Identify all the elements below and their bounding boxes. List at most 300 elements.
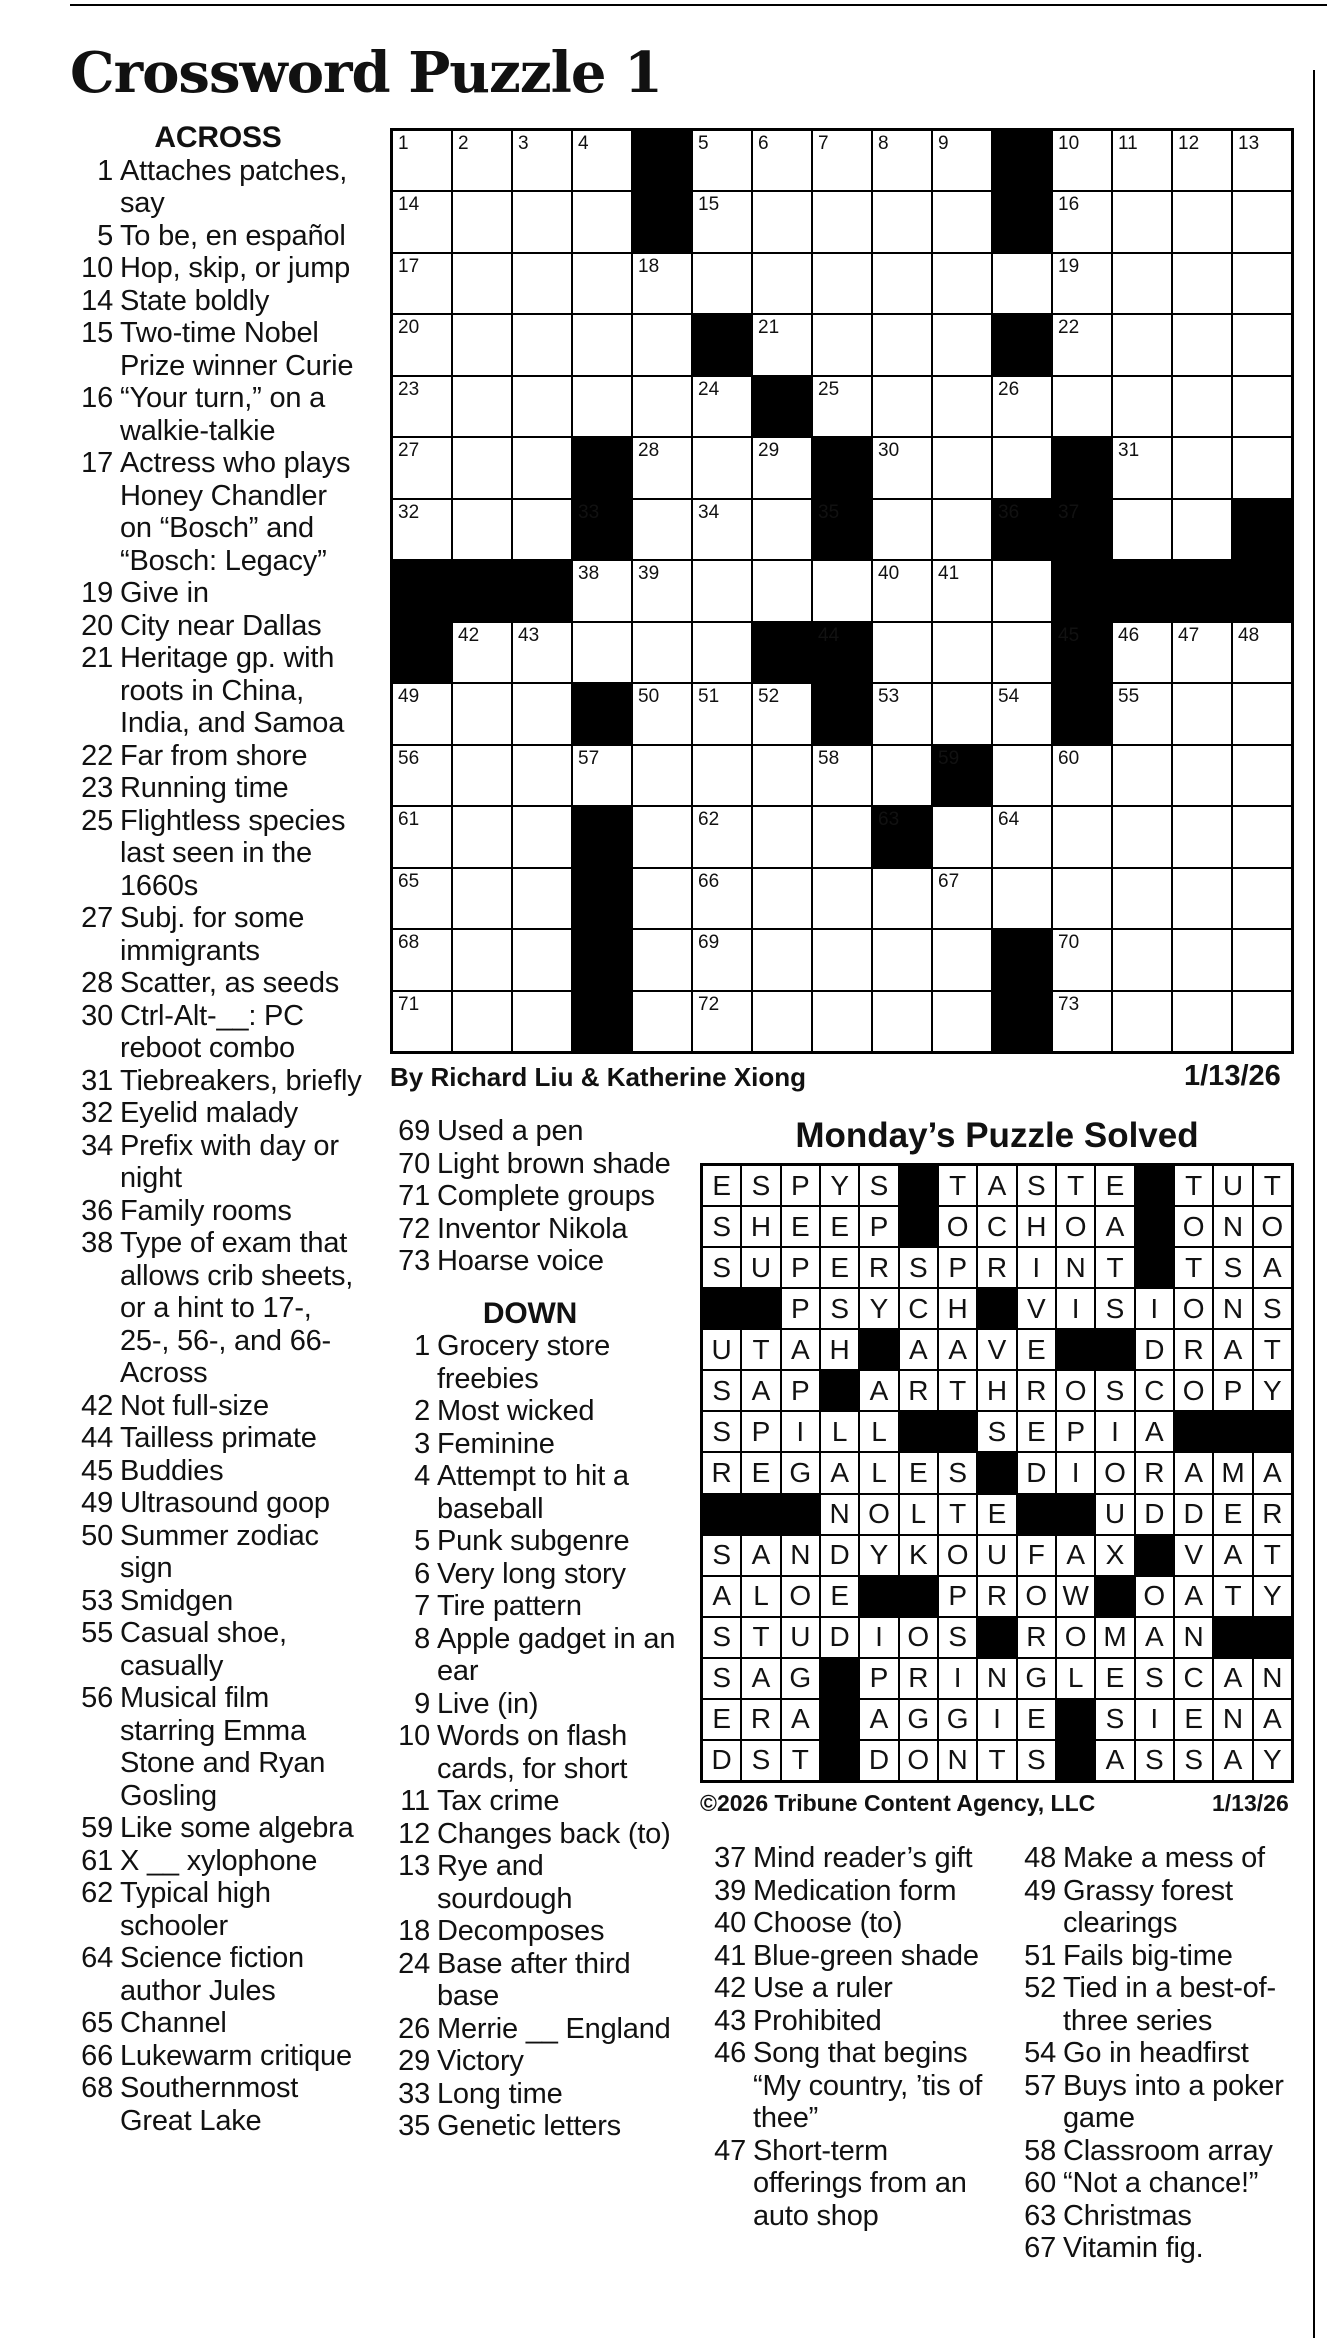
solved-cell: S	[1096, 1289, 1133, 1328]
clue-text: Give in	[120, 577, 209, 609]
solved-cell: E	[978, 1495, 1015, 1534]
black-square	[393, 623, 451, 682]
grid-cell	[813, 131, 871, 190]
clue-number: 49	[81, 1487, 113, 1519]
cell-number: 55	[1118, 686, 1140, 708]
solved-cell: O	[939, 1207, 976, 1246]
grid-cell	[633, 315, 691, 374]
solved-cell: A	[1175, 1453, 1212, 1492]
clue-number: 27	[81, 902, 113, 934]
grid-cell	[993, 561, 1051, 620]
clue-text: Grocery store freebies	[437, 1330, 611, 1395]
cell-number: 59	[938, 747, 960, 769]
clue-number: 45	[81, 1454, 113, 1487]
solved-cell: M	[1214, 1453, 1251, 1492]
cell-number: 67	[938, 870, 960, 892]
cell-number: 42	[458, 624, 480, 646]
clue-item	[70, 382, 366, 447]
grid-cell	[873, 930, 931, 989]
clue-item	[1006, 1875, 1306, 1940]
solved-cell: D	[1175, 1495, 1212, 1534]
clue-item	[1006, 2037, 1306, 2070]
clue-number: 18	[398, 1915, 430, 1947]
black-square	[821, 1659, 858, 1698]
clue-number: 69	[398, 1115, 430, 1147]
clue-number: 52	[1024, 1972, 1056, 2004]
solved-cell: L	[742, 1577, 779, 1616]
grid-cell	[693, 684, 751, 743]
solved-cell: N	[821, 1495, 858, 1534]
clue-text: To be, en español	[120, 219, 346, 252]
clue-number: 5	[97, 219, 113, 252]
clue-item	[1006, 2232, 1306, 2265]
clue-item	[380, 1460, 680, 1525]
cell-number: 58	[818, 747, 840, 769]
across-heading: ACROSS	[154, 121, 282, 154]
clue-item	[696, 1875, 996, 1908]
clue-number: 54	[1024, 2037, 1056, 2069]
clue-text: Christmas	[1063, 2199, 1192, 2232]
clue-text: Decomposes	[437, 1915, 605, 1947]
grid-cell	[813, 930, 871, 989]
solved-cell: D	[860, 1741, 897, 1780]
clue-number: 10	[398, 1720, 430, 1752]
solved-cell: H	[1018, 1207, 1055, 1246]
black-square	[993, 500, 1051, 559]
cell-number: 40	[878, 563, 900, 585]
clue-number: 72	[398, 1212, 430, 1245]
solved-cell: D	[1136, 1495, 1173, 1534]
grid-cell	[813, 992, 871, 1051]
black-square	[1113, 561, 1171, 620]
clue-item	[70, 220, 366, 253]
clue-item	[380, 1395, 680, 1428]
clue-text: Eyelid malady	[120, 1097, 298, 1129]
solved-cell: S	[703, 1371, 740, 1410]
grid-cell	[393, 438, 451, 497]
solved-cell: I	[1096, 1412, 1133, 1451]
solved-cell: T	[1175, 1248, 1212, 1287]
grid-cell	[513, 377, 571, 436]
solved-cell: R	[1175, 1330, 1212, 1369]
cell-number: 60	[1058, 747, 1080, 769]
clue-text: Blue-green shade	[753, 1939, 979, 1972]
cell-number: 72	[698, 993, 720, 1015]
clue-text: Long time	[437, 2077, 563, 2110]
solved-cell: N	[1214, 1289, 1251, 1328]
grid-cell	[573, 315, 631, 374]
black-square	[1057, 1700, 1094, 1739]
solved-cell: O	[1175, 1289, 1212, 1328]
grid-cell	[1233, 992, 1291, 1051]
black-square	[453, 561, 511, 620]
clue-item	[1006, 2167, 1306, 2200]
solved-cell: L	[860, 1453, 897, 1492]
cell-number: 73	[1058, 993, 1080, 1015]
grid-cell	[1173, 377, 1231, 436]
solved-cell: S	[978, 1412, 1015, 1451]
clue-item	[70, 2007, 366, 2040]
solved-cell: I	[1136, 1289, 1173, 1328]
solved-cell: H	[939, 1289, 976, 1328]
clue-number: 68	[81, 2072, 113, 2104]
clue-item	[696, 1972, 996, 2005]
solved-cell: P	[782, 1289, 819, 1328]
clue-item	[380, 2110, 680, 2143]
grid-cell	[573, 254, 631, 313]
solved-cell: G	[939, 1700, 976, 1739]
solved-date: 1/13/26	[1212, 1790, 1289, 1816]
grid-cell	[1173, 254, 1231, 313]
grid-cell	[393, 377, 451, 436]
grid-cell	[693, 192, 751, 251]
grid-cell	[813, 315, 871, 374]
grid-cell	[1173, 500, 1231, 559]
cell-number: 18	[638, 255, 660, 277]
clue-text: Smidgen	[120, 1584, 234, 1617]
grid-cell	[513, 684, 571, 743]
page-title: Crossword Puzzle 1	[70, 40, 662, 106]
clue-text: Medication form	[753, 1874, 957, 1907]
grid-cell	[693, 807, 751, 866]
grid-cell	[393, 746, 451, 805]
black-square	[753, 623, 811, 682]
clue-number: 1	[414, 1330, 430, 1362]
grid-cell	[753, 930, 811, 989]
grid-cell	[1113, 377, 1171, 436]
solved-cell: A	[1214, 1330, 1251, 1369]
clue-item	[70, 1812, 366, 1845]
solved-cell: P	[939, 1248, 976, 1287]
black-square	[993, 192, 1051, 251]
cell-number: 32	[398, 501, 420, 523]
cell-number: 62	[698, 809, 720, 831]
clue-text: Flightless species last seen in the 1660s	[120, 804, 346, 902]
black-square	[813, 623, 871, 682]
solved-cell: S	[703, 1659, 740, 1698]
solved-cell: P	[860, 1659, 897, 1698]
cell-number: 23	[398, 378, 420, 400]
solved-cell: N	[1214, 1207, 1251, 1246]
clue-item	[70, 1097, 366, 1130]
cell-number: 56	[398, 747, 420, 769]
black-square	[1136, 1536, 1173, 1575]
grid-cell	[933, 684, 991, 743]
cell-number: 53	[878, 686, 900, 708]
black-square	[513, 561, 571, 620]
black-square	[978, 1289, 1015, 1328]
clue-item	[380, 1688, 680, 1721]
grid-cell	[1173, 131, 1231, 190]
clue-item	[380, 1948, 680, 2013]
clue-number: 60	[1024, 2167, 1056, 2199]
black-square	[1018, 1495, 1055, 1534]
clue-number: 64	[81, 1942, 113, 1974]
solved-cell: S	[1214, 1248, 1251, 1287]
solved-cell: G	[900, 1700, 937, 1739]
grid-cell	[693, 869, 751, 928]
clue-text: Buddies	[120, 1454, 224, 1487]
clue-number: 51	[1024, 1939, 1056, 1972]
clue-number: 39	[714, 1874, 746, 1907]
solved-cell: C	[978, 1207, 1015, 1246]
clue-number: 25	[81, 804, 113, 837]
grid-cell	[933, 623, 991, 682]
clue-item	[380, 1525, 680, 1558]
clue-item	[70, 805, 366, 903]
black-square	[860, 1577, 897, 1616]
solved-cell: A	[1214, 1741, 1251, 1780]
clue-number: 23	[81, 772, 113, 804]
solved-cell: H	[742, 1207, 779, 1246]
solved-cell: A	[742, 1659, 779, 1698]
clue-text: “Your turn,” on a walkie-talkie	[120, 382, 326, 447]
cell-number: 51	[698, 686, 720, 708]
black-square	[813, 500, 871, 559]
black-square	[573, 438, 631, 497]
clue-item	[380, 2013, 680, 2046]
clue-text: Song that begins “My country, ’tis of thee”	[753, 2037, 983, 2134]
clue-text: Tire pattern	[437, 1590, 582, 1622]
solved-cell: A	[782, 1700, 819, 1739]
cell-number: 17	[398, 255, 420, 277]
black-square	[900, 1577, 937, 1616]
grid-cell	[393, 500, 451, 559]
grid-cell	[393, 807, 451, 866]
grid-cell	[813, 377, 871, 436]
solved-cell: E	[782, 1207, 819, 1246]
grid-cell	[933, 377, 991, 436]
black-square	[873, 807, 931, 866]
black-square	[693, 315, 751, 374]
cell-number: 65	[398, 870, 420, 892]
grid-cell	[513, 992, 571, 1051]
clue-text: Hop, skip, or jump	[120, 252, 351, 284]
grid-cell	[1053, 131, 1111, 190]
grid-cell	[1233, 807, 1291, 866]
solved-cell: R	[900, 1371, 937, 1410]
grid-cell	[873, 315, 931, 374]
grid-cell	[813, 254, 871, 313]
grid-cell	[633, 869, 691, 928]
solved-cell: R	[1018, 1618, 1055, 1657]
solved-cell: A	[703, 1577, 740, 1616]
clue-item	[1006, 2200, 1306, 2233]
black-square	[1136, 1207, 1173, 1246]
solved-cell: E	[1018, 1700, 1055, 1739]
grid-cell	[1173, 869, 1231, 928]
cell-number: 16	[1058, 194, 1080, 216]
grid-cell	[1053, 192, 1111, 251]
grid-cell	[993, 684, 1051, 743]
clue-item	[70, 902, 366, 967]
clue-text: Choose (to)	[753, 1907, 903, 1939]
clue-item	[70, 1682, 366, 1812]
cell-number: 9	[938, 133, 949, 154]
grid-cell	[1173, 623, 1231, 682]
clue-text: Apple gadget in an ear	[437, 1622, 676, 1687]
solved-title: Monday’s Puzzle Solved	[795, 1116, 1199, 1155]
black-square	[1214, 1618, 1251, 1657]
clue-number: 33	[398, 2077, 430, 2110]
grid-cell	[753, 254, 811, 313]
clue-text: Changes back (to)	[437, 1817, 671, 1850]
clue-item	[1006, 2135, 1306, 2168]
clue-number: 56	[81, 1682, 113, 1714]
solved-cell: R	[703, 1453, 740, 1492]
solved-cell: T	[1175, 1166, 1212, 1205]
grid-cell	[753, 500, 811, 559]
cell-number: 19	[1058, 255, 1080, 277]
clue-text: Type of exam that allows crib sheets, or a hint to 17-, 25-, 56-, and 66-Across	[120, 1227, 354, 1389]
solved-grid	[700, 1163, 1294, 1783]
cell-number: 14	[398, 194, 420, 216]
clue-text: Genetic letters	[437, 2110, 621, 2142]
clue-number: 44	[81, 1422, 113, 1454]
black-square	[633, 192, 691, 251]
grid-cell	[453, 438, 511, 497]
clue-item	[696, 2037, 996, 2135]
grid-cell	[1113, 131, 1171, 190]
clue-item	[70, 1877, 366, 1942]
clue-number: 6	[414, 1557, 430, 1590]
black-square	[573, 807, 631, 866]
clue-number: 31	[81, 1064, 113, 1097]
clue-item	[380, 1180, 680, 1213]
grid-cell	[933, 254, 991, 313]
grid-cell	[1113, 807, 1171, 866]
solved-cell: U	[978, 1536, 1015, 1575]
cell-number: 29	[758, 440, 780, 462]
grid-cell	[1113, 500, 1171, 559]
grid-cell	[453, 315, 511, 374]
grid-cell	[1173, 684, 1231, 743]
solved-cell: E	[1018, 1330, 1055, 1369]
grid-cell	[1113, 992, 1171, 1051]
black-square	[782, 1495, 819, 1534]
solved-cell: R	[978, 1248, 1015, 1287]
grid-cell	[813, 561, 871, 620]
black-square	[1136, 1166, 1173, 1205]
clue-text: Prefix with day or night	[120, 1129, 339, 1194]
solved-cell: X	[1096, 1536, 1133, 1575]
clue-text: Two-time Nobel Prize winner Curie	[120, 317, 354, 382]
solved-cell: D	[1136, 1330, 1173, 1369]
clue-number: 2	[414, 1395, 430, 1427]
grid-cell	[453, 623, 511, 682]
clue-text: Casual shoe, casually	[120, 1617, 287, 1682]
clue-item	[70, 317, 366, 382]
cell-number: 1	[398, 133, 409, 154]
grid-cell	[633, 684, 691, 743]
cell-number: 26	[998, 378, 1020, 400]
clue-number: 67	[1024, 2232, 1056, 2264]
grid-cell	[513, 315, 571, 374]
clue-number: 34	[81, 1129, 113, 1162]
cell-number: 43	[518, 624, 540, 646]
grid-cell	[873, 131, 931, 190]
cell-number: 63	[878, 809, 900, 831]
solved-cell: P	[1214, 1371, 1251, 1410]
black-square	[1057, 1495, 1094, 1534]
clue-number: 63	[1024, 2199, 1056, 2232]
clue-item	[70, 1845, 366, 1878]
grid-cell	[753, 315, 811, 374]
solved-cell: Y	[1254, 1371, 1291, 1410]
solved-cell: R	[742, 1700, 779, 1739]
grid-cell	[993, 438, 1051, 497]
grid-cell	[753, 869, 811, 928]
grid-cell	[1173, 807, 1231, 866]
clue-text: Most wicked	[437, 1395, 595, 1427]
clue-number: 62	[81, 1877, 113, 1909]
grid-cell	[813, 807, 871, 866]
grid-cell	[693, 623, 751, 682]
solved-cell: E	[1175, 1700, 1212, 1739]
grid-cell	[1113, 623, 1171, 682]
clue-number: 59	[81, 1812, 113, 1844]
black-square	[573, 500, 631, 559]
black-square	[703, 1289, 740, 1328]
cell-number: 37	[1058, 501, 1080, 523]
solved-cell: A	[939, 1330, 976, 1369]
grid-cell	[873, 500, 931, 559]
solved-cell: S	[1136, 1659, 1173, 1698]
clue-item	[70, 610, 366, 643]
clue-text: Tailless primate	[120, 1422, 317, 1454]
grid-cell	[393, 992, 451, 1051]
clue-number: 8	[414, 1622, 430, 1655]
grid-cell	[1053, 992, 1111, 1051]
solved-cell: I	[939, 1659, 976, 1698]
solved-cell: R	[900, 1659, 937, 1698]
black-square	[1096, 1577, 1133, 1616]
clue-number: 47	[714, 2134, 746, 2167]
solved-cell: N	[1175, 1618, 1212, 1657]
solved-cell: O	[900, 1741, 937, 1780]
grid-cell	[933, 992, 991, 1051]
grid-cell	[633, 623, 691, 682]
solved-cell: I	[1057, 1289, 1094, 1328]
solved-cell: L	[821, 1412, 858, 1451]
black-square	[742, 1289, 779, 1328]
solved-cell: O	[1018, 1577, 1055, 1616]
solved-cell: S	[860, 1166, 897, 1205]
clue-item	[380, 1850, 680, 1915]
solved-cell: S	[1018, 1166, 1055, 1205]
clue-text: Classroom array	[1063, 2134, 1273, 2167]
grid-cell	[633, 377, 691, 436]
solved-cell: S	[1175, 1741, 1212, 1780]
solved-cell: G	[782, 1659, 819, 1698]
clue-text: Attaches patches, say	[120, 154, 348, 219]
down-clues-column-2	[696, 1842, 996, 2232]
solved-cell: A	[1136, 1618, 1173, 1657]
grid-cell	[573, 623, 631, 682]
solved-cell: A	[742, 1371, 779, 1410]
grid-cell	[453, 192, 511, 251]
solved-cell: A	[1214, 1536, 1251, 1575]
clue-item	[696, 2135, 996, 2233]
solved-cell: N	[1057, 1248, 1094, 1287]
solved-cell: H	[821, 1330, 858, 1369]
black-square	[573, 930, 631, 989]
grid-cell	[453, 131, 511, 190]
clue-item	[70, 577, 366, 610]
clue-item	[70, 1130, 366, 1195]
grid-cell	[1233, 623, 1291, 682]
grid-cell	[453, 254, 511, 313]
